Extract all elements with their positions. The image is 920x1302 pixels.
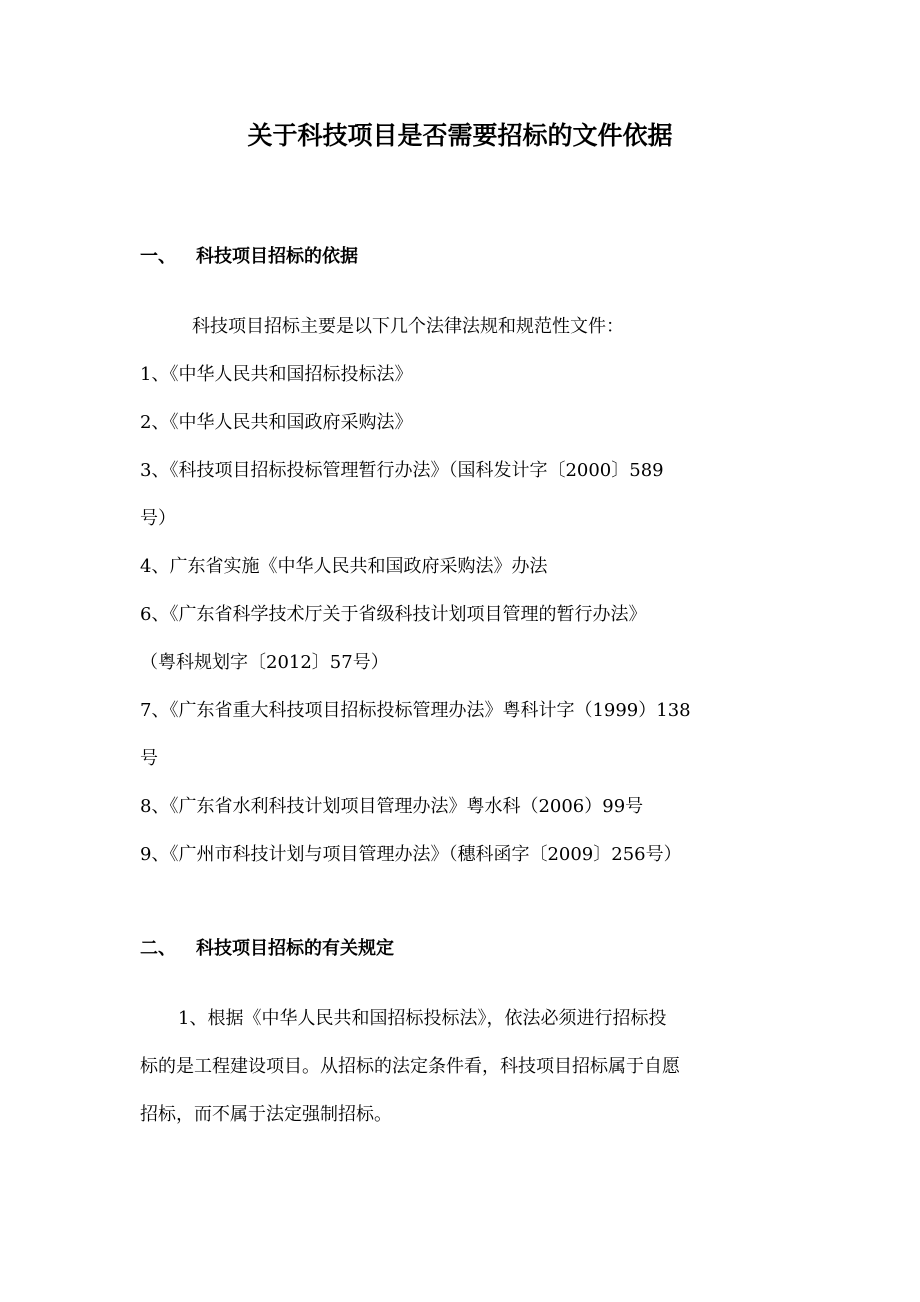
paragraph-line: 1、根据《中华人民共和国招标投标法》，依法必须进行招标投	[178, 1008, 667, 1029]
list-item: 4、广东省实施《中华人民共和国政府采购法》办法	[140, 556, 548, 577]
list-item-continuation: 号）	[140, 508, 176, 529]
list-item-continuation: 号	[140, 748, 158, 769]
list-item: 6、《广东省科学技术厅关于省级科技计划项目管理的暂行办法》	[140, 604, 647, 625]
list-item: 8、《广东省水利科技计划项目管理办法》粤水科（2006）99号	[140, 796, 644, 817]
list-item: 2、《中华人民共和国政府采购法》	[140, 412, 413, 433]
list-item: 3、《科技项目招标投标管理暂行办法》（国科发计字〔2000〕589	[140, 460, 664, 481]
section-heading-2	[140, 934, 394, 964]
document-title: 关于科技项目是否需要招标的文件依据	[247, 121, 673, 150]
list-item-continuation: （粤科规划字〔2012〕57号）	[140, 652, 389, 673]
list-item: 7、《广东省重大科技项目招标投标管理办法》粤科计字（1999）138	[140, 700, 691, 721]
paragraph-line: 标的是工程建设项目。从招标的法定条件看，科技项目招标属于自愿	[140, 1056, 680, 1077]
list-item: 9、《广州市科技计划与项目管理办法》（穗科函字〔2009〕256号）	[140, 844, 682, 865]
section-heading-1	[140, 242, 358, 272]
paragraph-line: 招标，而不属于法定强制招标。	[140, 1104, 392, 1125]
list-item: 1、《中华人民共和国招标投标法》	[140, 364, 413, 385]
section-title-1: 科技项目招标的依据	[196, 246, 358, 267]
section-title-2: 科技项目招标的有关规定	[196, 938, 394, 959]
section-number-2: 二、	[140, 938, 176, 959]
section-number-1: 一、	[140, 246, 176, 267]
section-1-intro: 科技项目招标主要是以下几个法律法规和规范性文件：	[192, 316, 624, 337]
